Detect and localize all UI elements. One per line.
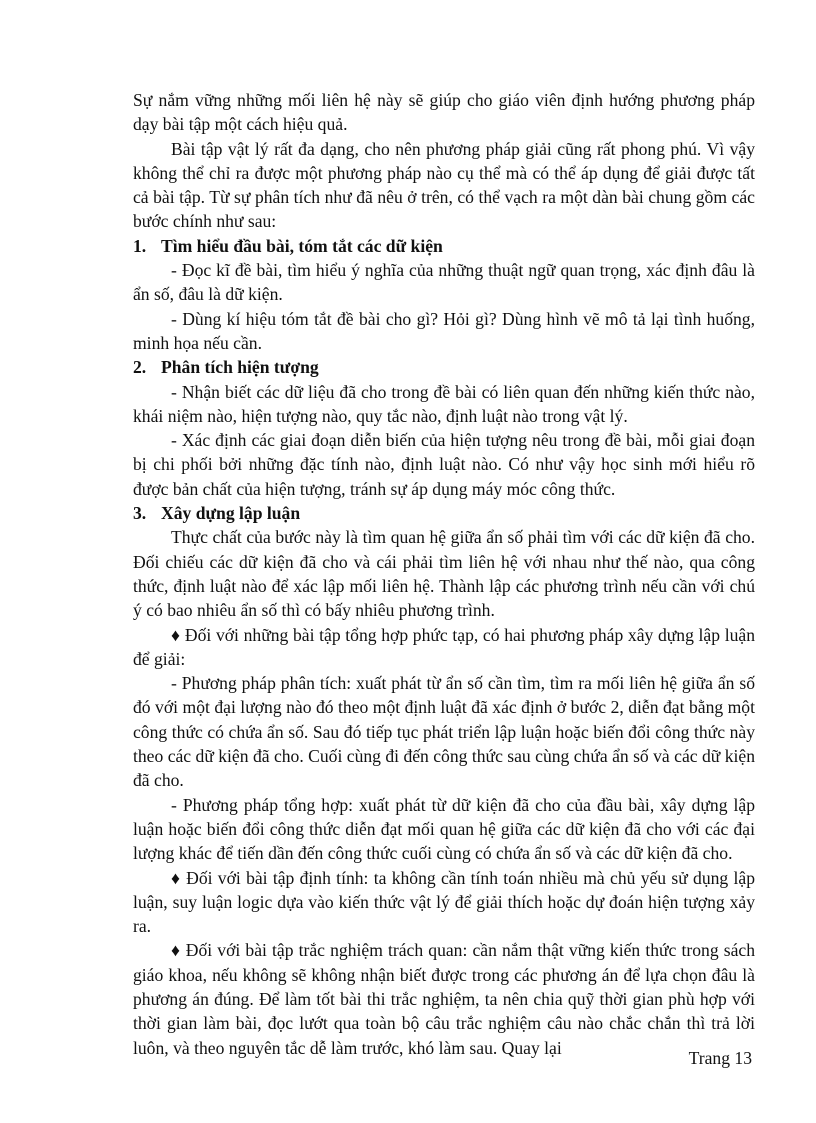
- section-3-item-6: ♦ Đối với bài tập trắc nghiệm trách quan: cần nắm thật vững kiến thức trong sách giáo khoa, nếu không sẽ không nhận biết được trong các phương án để lựa chọn đâu là phương án đúng. Để làm tốt bài thi trắc nghiệm, ta nên chia quỹ thời gian phù hợp với thời gian làm bài, đọc lướt qua toàn bộ câu trắc nghiệm câu nào chắc chắn thì trả lời luôn, và theo nguyên tắc dễ làm trước, khó làm sau. Quay lại: [133, 940, 755, 1058]
- intro-paragraph: Sự nắm vững những mối liên hệ này sẽ giúp cho giáo viên định hướng phương pháp dạy bài tập một cách hiệu quả.: [133, 90, 755, 135]
- section-3-item-2: ♦ Đối với những bài tập tổng hợp phức tạp, có hai phương pháp xây dựng lập luận để giải:: [133, 624, 755, 669]
- section-2-item-1: - Nhận biết các dữ liệu đã cho trong đề bài có liên quan đến những kiến thức nào, khái niệm nào, hiện tượng nào, quy tắc nào, định luật nào trong vật lý.: [133, 381, 755, 426]
- section-number: 3.: [133, 503, 147, 524]
- overview-paragraph: Bài tập vật lý rất đa dạng, cho nên phương pháp giải cũng rất phong phú. Vì vậy không thể chỉ ra được một phương pháp nào cụ thể mà có thể áp dụng để giải được tất cả bài tập. Từ sự phân tích như đã nêu ở trên, có thể vạch ra một dàn bài chung gồm các bước chính như sau:: [133, 138, 755, 232]
- section-2-item-2: - Xác định các giai đoạn diễn biến của hiện tượng nêu trong đề bài, mỗi giai đoạn bị chi phối bởi những đặc tính nào, định luật nào. Có như vậy học sinh mới hiểu rõ được bản chất của hiện tượng, tránh sự áp dụng máy móc công thức.: [133, 430, 755, 499]
- section-1-item-2: - Dùng kí hiệu tóm tắt đề bài cho gì? Hỏi gì? Dùng hình vẽ mô tả lại tình huống, minh họa nếu cần.: [133, 308, 755, 353]
- section-title: Xây dựng lập luận: [161, 503, 301, 524]
- section-3-item-5: ♦ Đối với bài tập định tính: ta không cần tính toán nhiều mà chủ yếu sử dụng lập luận, suy luận logic dựa vào kiến thức vật lý để giải thích hoặc dự đoán hiện tượng xảy ra.: [133, 867, 755, 937]
- section-3-item-3: - Phương pháp phân tích: xuất phát từ ẩn số cần tìm, tìm ra mối liên hệ giữa ẩn số đó với một đại lượng nào đó theo một định luật đã xác định ở bước 2, diễn đạt bằng một công thức có chứa ẩn số. Sau đó tiếp tục phát triển lập luận hoặc biến đổi công thức này theo các dữ kiện đã cho. Cuối cùng đi đến công thức sau cùng chứa ẩn số và các dữ kiện đã cho.: [133, 673, 755, 791]
- section-heading-3: [133, 501, 755, 525]
- section-1-item-1: - Đọc kĩ đề bài, tìm hiểu ý nghĩa của những thuật ngữ quan trọng, xác định đâu là ẩn số, đâu là dữ kiện.: [133, 260, 755, 305]
- section-heading-1: [133, 234, 755, 258]
- section-title: Tìm hiểu đầu bài, tóm tắt các dữ kiện: [161, 235, 443, 256]
- section-heading-2: [133, 355, 755, 379]
- section-number: 1.: [133, 235, 147, 256]
- section-3-item-4: - Phương pháp tổng hợp: xuất phát từ dữ kiện đã cho của đầu bài, xây dựng lập luận hoặc biến đổi công thức diễn đạt mối quan hệ giữa các dữ kiện đã cho với các đại lượng khác để tiến dần đến công thức cuối cùng có chứa ẩn số và các dữ kiện đã cho.: [133, 794, 755, 864]
- section-title: Phân tích hiện tượng: [161, 357, 319, 378]
- document-page: [133, 88, 755, 1060]
- section-number: 2.: [133, 357, 147, 378]
- section-3-item-1: Thực chất của bước này là tìm quan hệ giữa ẩn số phải tìm với các dữ kiện đã cho. Đối chiếu các dữ kiện đã cho và cái phải tìm liên hệ với nhau như thế nào, qua công thức, định luật nào để xác lập mối liên hệ. Thành lập các phương trình nếu cần với chú ý có bao nhiêu ẩn số thì có bấy nhiêu phương trình.: [133, 527, 755, 621]
- page-number: Trang 13: [688, 1048, 752, 1068]
